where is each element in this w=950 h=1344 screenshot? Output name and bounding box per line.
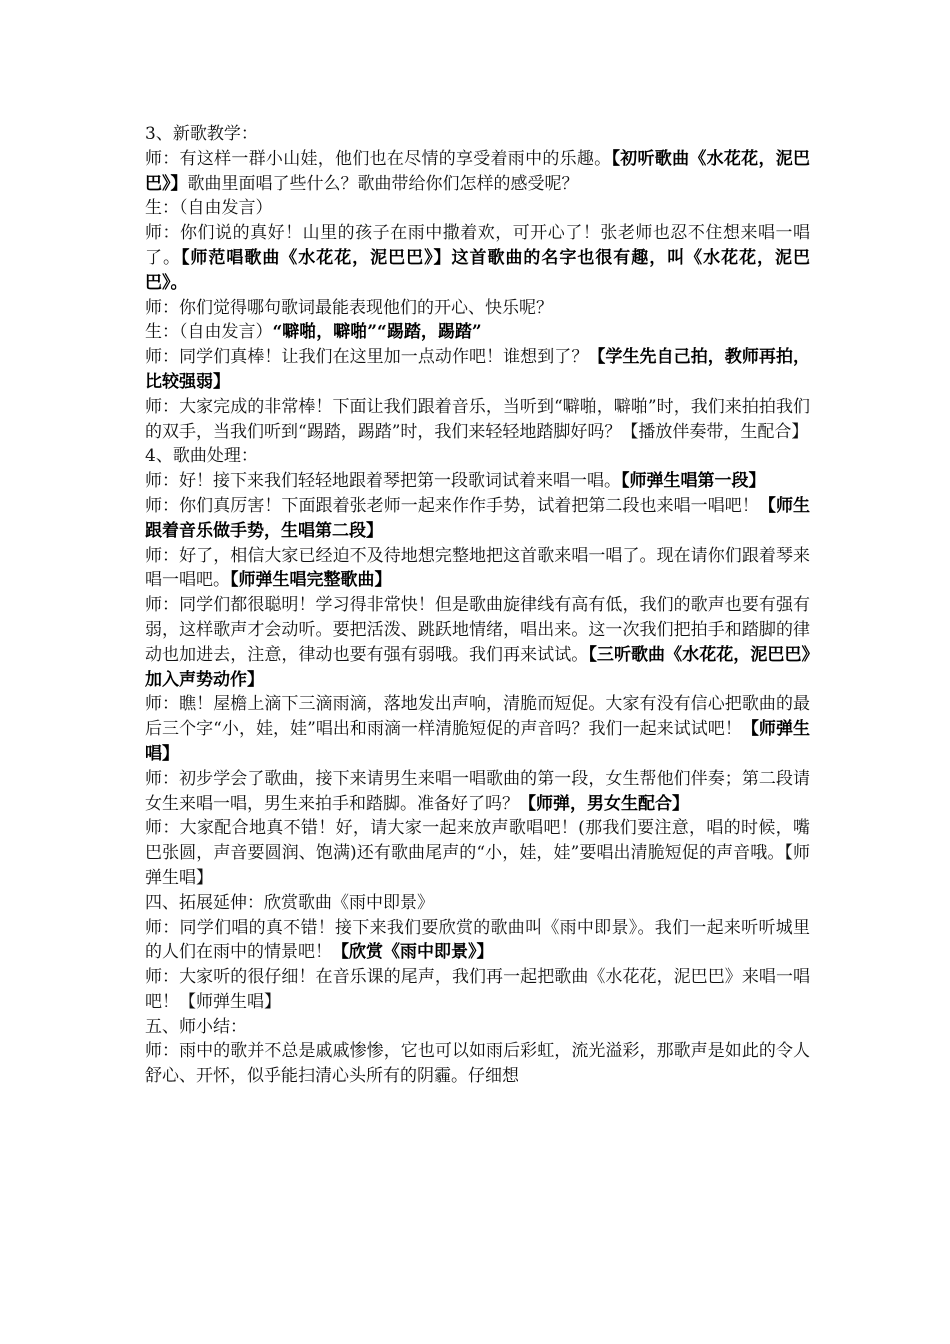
paragraph <box>145 296 810 321</box>
text-run: 四、拓展延伸：欣赏歌曲《雨中即景》 <box>145 892 434 913</box>
paragraph <box>145 916 810 966</box>
paragraph <box>145 320 810 345</box>
text-run: 师：你们说的真好！山里的孩子在雨中撒着欢，可开心了！张老师也忍不住想来唱一唱了。 <box>145 223 810 268</box>
paragraph <box>145 469 810 494</box>
paragraph <box>145 147 810 197</box>
text-run: 师：同学们真棒！让我们在这里加一点动作吧！谁想到了？ <box>145 347 589 368</box>
paragraph <box>145 1039 810 1089</box>
text-run: 师：你们真厉害！下面跟着张老师一起来作作手势，试着把第二段也来唱一唱吧！ <box>145 495 759 516</box>
text-run: 生：（自由发言） <box>145 198 273 219</box>
document-body <box>145 122 810 1089</box>
paragraph <box>145 767 810 817</box>
paragraph <box>145 196 810 221</box>
paragraph <box>145 395 810 445</box>
bold-text-run: 【师弹生唱】 <box>145 719 810 764</box>
bold-text-run: 【三听歌曲《水花花，泥巴巴》加入声势动作】 <box>145 644 811 690</box>
paragraph <box>145 221 810 295</box>
text-run: 师：你们觉得哪句歌词最能表现他们的开心、快乐呢？ <box>145 297 553 318</box>
paragraph <box>145 444 810 469</box>
text-run: 师：雨中的歌并不总是戚戚惨惨，它也可以如雨后彩虹，流光溢彩，那歌声是如此的令人舒心、开怀，似乎能扫清心头所有的阴霾。仔细想 <box>145 1041 810 1087</box>
text-run: 师：同学们都很聪明！学习得非常快！但是歌曲旋律线有高有低，我们的歌声也要有强有弱，这样歌声才会动听。要把活泼、跳跃地情绪，唱出来。这一次我们把拍手和踏脚的律动也加进去，注意，律动也要有强有弱哦。我们再来试试。 <box>145 595 810 665</box>
paragraph <box>145 816 810 890</box>
text-run: 师：好了，相信大家已经迫不及待地想完整地把这首歌来唱一唱了。现在请你们跟着琴来唱一唱吧。 <box>145 545 810 591</box>
bold-text-run: 【师弹，男女生配合】 <box>519 793 689 814</box>
bold-text-run: 【师范唱歌曲《水花花，泥巴巴》】这首歌曲的名字也很有趣，叫《水花花，泥巴巴》。 <box>145 247 811 293</box>
paragraph <box>145 345 810 395</box>
text-run: 师：大家完成的非常棒！下面让我们跟着音乐，当听到“噼啪，噼啪”时，我们来拍拍我们的双手，当我们听到“踢踏，踢踏”时，我们来轻轻地踏脚好吗？【播放伴奏带，生配合】 <box>145 396 810 442</box>
text-run: 师：同学们唱的真不错！接下来我们要欣赏的歌曲叫《雨中即景》。我们一起来听听城里的人们在雨中的情景吧！ <box>145 917 810 963</box>
text-run: 五、师小结： <box>145 1016 247 1037</box>
bold-text-run: 【学生先自己拍，教师再拍，比较强弱】 <box>145 347 811 392</box>
paragraph <box>145 544 810 594</box>
bold-text-run: 【师生跟着音乐做手势，生唱第二段】 <box>145 495 811 541</box>
paragraph <box>145 891 810 916</box>
text-run: 师：瞧！屋檐上滴下三滴雨滴，落地发出声响，清脆而短促。大家有没有信心把歌曲的最后三个字“小，娃，娃”唱出和雨滴一样清脆短促的声音吗？我们一起来试试吧！ <box>145 694 810 740</box>
paragraph <box>145 692 810 766</box>
text-run: 4、歌曲处理： <box>145 446 258 467</box>
paragraph <box>145 593 810 692</box>
bold-text-run: 【初听歌曲《水花花，泥巴巴》】 <box>145 148 811 194</box>
paragraph <box>145 122 810 147</box>
bold-text-run: 【师弹生唱完整歌曲】 <box>230 570 392 591</box>
bold-text-run: 【师弹生唱第一段】 <box>621 471 766 492</box>
text-run: 师：大家听的很仔细！在音乐课的尾声，我们再一起把歌曲《水花花，泥巴巴》来唱一唱吧！【师弹生唱】 <box>145 967 810 1012</box>
paragraph <box>145 494 810 544</box>
bold-text-run: 【欣赏《雨中即景》】 <box>332 942 494 963</box>
text-run: 歌曲里面唱了些什么？歌曲带给你们怎样的感受呢？ <box>187 173 579 194</box>
paragraph <box>145 1015 810 1040</box>
text-run: 师：初步学会了歌曲，接下来请男生来唱一唱歌曲的第一段，女生帮他们伴奏；第二段请女生来唱一唱，男生来拍手和踏脚。准备好了吗？ <box>145 768 810 814</box>
text-run: 生：（自由发言） <box>145 322 273 343</box>
text-run: 师：大家配合地真不错！好，请大家一起来放声歌唱吧！(那我们要注意，唱的时候，嘴巴张圆，声音要圆润、饱满)还有歌曲尾声的“小，娃，娃”要唱出清脆短促的声音哦。【师弹生唱】 <box>145 818 810 888</box>
paragraph <box>145 965 810 1015</box>
text-run: 3、新歌教学： <box>145 124 258 144</box>
text-run: 师：好！接下来我们轻轻地跟着琴把第一段歌词试着来唱一唱。 <box>145 471 621 492</box>
bold-text-run: “噼啪，噼啪”“踢踏，踢踏” <box>272 322 482 343</box>
text-run: 师：有这样一群小山娃，他们也在尽情的享受着雨中的乐趣。 <box>145 148 612 169</box>
